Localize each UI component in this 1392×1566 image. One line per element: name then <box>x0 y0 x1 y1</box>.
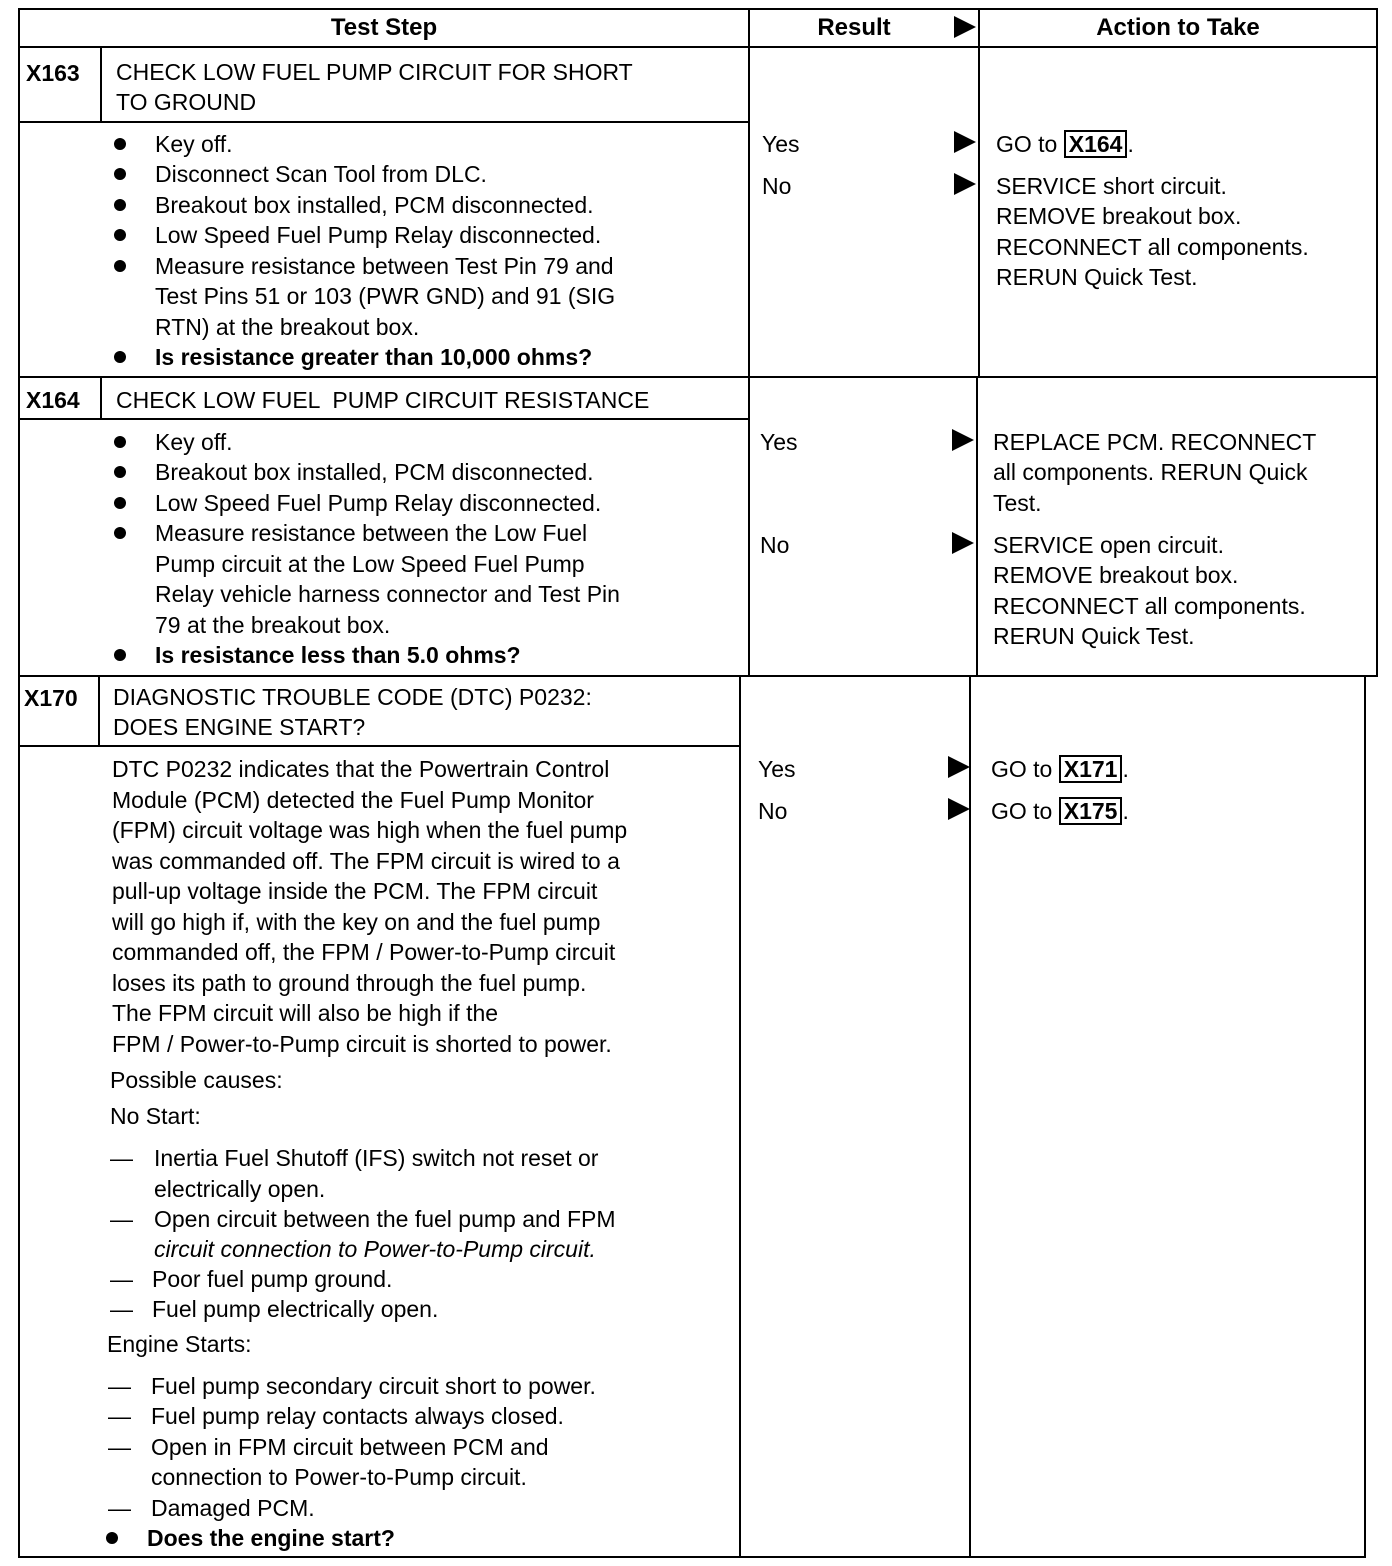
x170-desc-3: (FPM) circuit voltage was high when the fuel pump <box>112 817 628 843</box>
bullet-icon <box>114 497 126 509</box>
dash-icon: — <box>108 1403 131 1429</box>
x163-title-line1: CHECK LOW FUEL PUMP CIRCUIT FOR SHORT <box>116 59 633 85</box>
x163-title-underline <box>18 121 750 123</box>
x170-engine-starts-1: Fuel pump secondary circuit short to power. <box>151 1373 596 1399</box>
x164-step-1: Key off. <box>155 429 233 455</box>
arrow-right-icon <box>952 429 974 451</box>
x163-step-4: Low Speed Fuel Pump Relay disconnected. <box>155 222 602 248</box>
arrow-right-icon <box>952 532 974 554</box>
x170-code-divider <box>98 676 100 746</box>
x170-no-start-1: Inertia Fuel Shutoff (IFS) switch not reset or <box>154 1145 599 1171</box>
x170-desc-9: The FPM circuit will also be high if the <box>112 1000 499 1026</box>
arrow-right-icon <box>948 756 970 778</box>
x164-question: Is resistance less than 5.0 ohms? <box>155 642 521 668</box>
bullet-icon <box>114 466 126 478</box>
arrow-right-icon <box>954 131 976 153</box>
bullet-icon <box>114 527 126 539</box>
x170-result-yes: Yes <box>758 756 796 782</box>
dash-icon: — <box>110 1296 133 1322</box>
x163-step-1: Key off. <box>155 131 233 157</box>
x164-yes-action-1: REPLACE PCM. RECONNECT <box>993 429 1317 455</box>
x164-step-2: Breakout box installed, PCM disconnected. <box>155 459 594 485</box>
row-divider-1 <box>18 376 1378 378</box>
header-result <box>748 8 980 48</box>
x170-title-line1: DIAGNOSTIC TROUBLE CODE (DTC) P0232: <box>113 684 592 710</box>
dash-icon: — <box>110 1206 133 1232</box>
col-divider-2-mid <box>976 376 978 676</box>
dash-icon: — <box>110 1145 133 1171</box>
x170-no-action-prefix: GO to <box>991 798 1053 824</box>
x163-no-action-3: RECONNECT all components. <box>996 234 1309 260</box>
x170-no-start-3: Poor fuel pump ground. <box>152 1266 393 1292</box>
x170-desc-6: will go high if, with the key on and the fuel pump <box>112 909 601 935</box>
x170-ref-x175[interactable]: X175 <box>1059 797 1123 825</box>
header-test-step-label: Test Step <box>330 14 438 41</box>
x163-ref-x164[interactable]: X164 <box>1064 130 1128 158</box>
x170-engine-starts-4: Damaged PCM. <box>151 1495 315 1521</box>
row-divider-2 <box>18 675 1378 677</box>
x170-desc-8: loses its path to ground through the fuel pump. <box>112 970 587 996</box>
col-divider-2 <box>978 46 980 376</box>
x170-no-start-4: Fuel pump electrically open. <box>152 1296 439 1322</box>
x170-title-line2: DOES ENGINE START? <box>113 714 366 740</box>
col-divider-1-lower <box>739 676 741 1558</box>
bullet-icon <box>106 1532 118 1544</box>
dash-icon: — <box>108 1373 131 1399</box>
x170-no-action <box>991 796 1129 827</box>
x170-engine-starts-label: Engine Starts: <box>107 1331 252 1357</box>
arrow-right-icon <box>954 16 976 38</box>
frame-bottom <box>18 1556 1366 1558</box>
x170-possible-causes: Possible causes: <box>110 1067 283 1093</box>
dash-icon: — <box>110 1266 133 1292</box>
bullet-icon <box>114 436 126 448</box>
x170-result-no: No <box>758 798 788 824</box>
x170-desc-2: Module (PCM) detected the Fuel Pump Monitor <box>112 787 594 813</box>
x170-no-action-suffix: . <box>1122 798 1129 824</box>
x164-step-3: Low Speed Fuel Pump Relay disconnected. <box>155 490 602 516</box>
x164-step-4: Measure resistance between the Low Fuel <box>155 520 588 546</box>
x164-yes-action-3: Test. <box>993 490 1042 516</box>
x164-title-underline <box>18 418 750 420</box>
x170-desc-10: FPM / Power-to-Pump circuit is shorted to power. <box>112 1031 612 1057</box>
x164-code: X164 <box>26 387 80 413</box>
x170-yes-action-prefix: GO to <box>991 756 1053 782</box>
header-test-step <box>18 8 750 48</box>
x164-no-action-1: SERVICE open circuit. <box>993 532 1224 558</box>
x170-ref-x171[interactable]: X171 <box>1059 755 1123 783</box>
x164-no-action-4: RERUN Quick Test. <box>993 623 1195 649</box>
x170-no-start-label: No Start: <box>110 1103 201 1129</box>
x163-step-2: Disconnect Scan Tool from DLC. <box>155 161 487 187</box>
bullet-icon <box>114 229 126 241</box>
x164-title: CHECK LOW FUEL PUMP CIRCUIT RESISTANCE <box>116 387 650 413</box>
x170-yes-action <box>991 754 1129 785</box>
x164-code-divider <box>100 376 102 419</box>
col-divider-1 <box>748 46 750 676</box>
x163-yes-action-suffix: . <box>1127 131 1134 157</box>
header-action-label: Action to Take <box>1096 14 1260 41</box>
frame-right-lower <box>1364 676 1366 1558</box>
x170-desc-4: was commanded off. The FPM circuit is wired to a <box>112 848 620 874</box>
x163-no-action-4: RERUN Quick Test. <box>996 264 1198 290</box>
header-result-label: Result <box>817 14 891 41</box>
frame-left <box>18 46 20 1558</box>
x170-no-start-1-cont: electrically open. <box>154 1176 326 1202</box>
x164-no-action-2: REMOVE breakout box. <box>993 562 1239 588</box>
x163-no-action-2: REMOVE breakout box. <box>996 203 1242 229</box>
x163-result-no: No <box>762 173 792 199</box>
x163-no-action-1: SERVICE short circuit. <box>996 173 1227 199</box>
x163-code: X163 <box>26 60 80 86</box>
bullet-icon <box>114 199 126 211</box>
x170-engine-starts-2: Fuel pump relay contacts always closed. <box>151 1403 564 1429</box>
x170-engine-starts-3: Open in FPM circuit between PCM and <box>151 1434 549 1460</box>
x163-result-yes: Yes <box>762 131 800 157</box>
x164-no-action-3: RECONNECT all components. <box>993 593 1306 619</box>
x163-step-5-cont1: Test Pins 51 or 103 (PWR GND) and 91 (SIG <box>155 283 616 309</box>
x170-code: X170 <box>24 685 78 711</box>
bullet-icon <box>114 138 126 150</box>
x163-code-divider <box>100 46 102 122</box>
frame-right <box>1376 46 1378 676</box>
x170-desc-1: DTC P0232 indicates that the Powertrain Control <box>112 756 610 782</box>
x163-question: Is resistance greater than 10,000 ohms? <box>155 344 593 370</box>
header-action <box>978 8 1378 48</box>
bullet-icon <box>114 260 126 272</box>
x164-yes-action-2: all components. RERUN Quick <box>993 459 1308 485</box>
x170-yes-action-suffix: . <box>1122 756 1129 782</box>
x170-no-start-2-cont: circuit connection to Power-to-Pump circuit. <box>154 1236 596 1262</box>
bullet-icon <box>114 168 126 180</box>
x170-desc-7: commanded off, the FPM / Power-to-Pump circuit <box>112 939 616 965</box>
bullet-icon <box>114 351 126 363</box>
x170-no-start-2: Open circuit between the fuel pump and FPM <box>154 1206 616 1232</box>
x163-step-5-cont2: RTN) at the breakout box. <box>155 314 420 340</box>
x170-desc-5: pull-up voltage inside the PCM. The FPM circuit <box>112 878 598 904</box>
x164-step-4-cont1: Pump circuit at the Low Speed Fuel Pump <box>155 551 585 577</box>
x164-step-4-cont3: 79 at the breakout box. <box>155 612 391 638</box>
bullet-icon <box>114 649 126 661</box>
x163-title-line2: TO GROUND <box>116 89 257 115</box>
x163-step-3: Breakout box installed, PCM disconnected. <box>155 192 594 218</box>
x170-question: Does the engine start? <box>147 1525 395 1551</box>
x164-result-no: No <box>760 532 790 558</box>
x170-engine-starts-3-cont: connection to Power-to-Pump circuit. <box>151 1464 527 1490</box>
x170-title-underline <box>18 745 741 747</box>
x163-step-5: Measure resistance between Test Pin 79 and <box>155 253 614 279</box>
x164-result-yes: Yes <box>760 429 798 455</box>
arrow-right-icon <box>954 173 976 195</box>
arrow-right-icon <box>948 798 970 820</box>
dash-icon: — <box>108 1495 131 1521</box>
x163-yes-action <box>996 129 1134 160</box>
x163-yes-action-prefix: GO to <box>996 131 1058 157</box>
dash-icon: — <box>108 1434 131 1460</box>
x164-step-4-cont2: Relay vehicle harness connector and Test Pin <box>155 581 620 607</box>
